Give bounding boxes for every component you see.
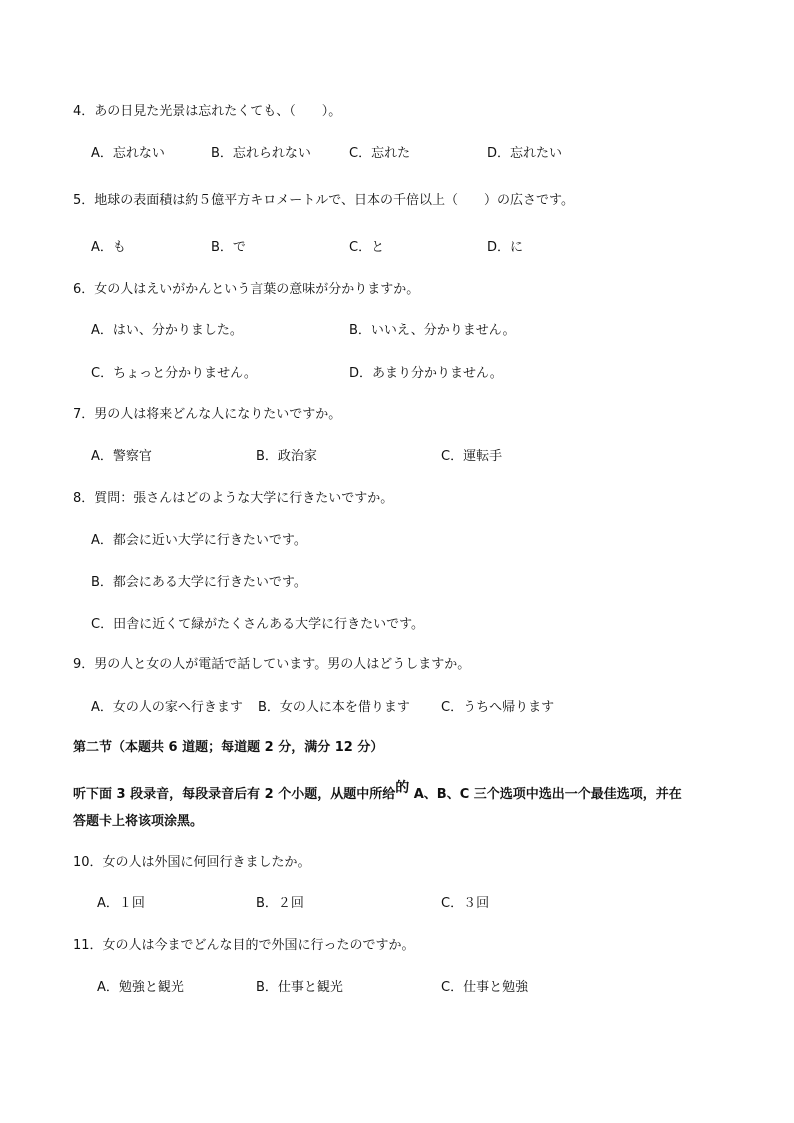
question-5-option-c: C．と	[349, 240, 385, 255]
section-2-instruction-part-b: A、B、C 三个选项中选出一个最佳选项，并在	[409, 787, 682, 802]
question-5-option-b: B．で	[211, 240, 246, 255]
section-2-instruction-line-2: 答题卡上将该项涂黑。	[73, 814, 204, 829]
question-4-option-a: A．忘れない	[91, 146, 165, 161]
question-7-option-c: C．運転手	[441, 449, 503, 464]
question-7-stem: 7．男の人は将来どんな人になりたいですか。	[73, 407, 342, 422]
question-11-option-c: C．仕事と勉強	[441, 980, 529, 995]
question-10-option-b: B．２回	[256, 896, 304, 911]
question-10-option-a: A．１回	[97, 896, 145, 911]
question-8-stem: 8．質問：張さんはどのような大学に行きたいですか。	[73, 491, 394, 506]
question-7-option-b: B．政治家	[256, 449, 317, 464]
question-9-option-b: B．女の人に本を借ります	[258, 700, 410, 715]
question-5-stem: 5．地球の表面積は約５億平方キロメートルで、日本の千倍以上（ ）の広さです。	[73, 193, 574, 208]
question-11-option-a: A．勉強と観光	[97, 980, 184, 995]
question-6-option-b: B．いいえ、分かりません。	[349, 323, 516, 338]
section-2-instruction-part-a: 听下面 3 段录音，每段录音后有 2 个小题，从题中所给	[73, 787, 396, 802]
question-10-stem: 10．女の人は外国に何回行きましたか。	[73, 855, 311, 870]
section-2-instruction-de: 的	[395, 780, 410, 796]
section-2-instruction-line-1	[73, 780, 682, 802]
question-6-stem: 6．女の人はえいがかんという言葉の意味が分かりますか。	[73, 282, 420, 297]
question-6-option-a: A．はい、分かりました。	[91, 323, 243, 338]
question-5-option-a: A．も	[91, 240, 126, 255]
question-8-option-a: A．都会に近い大学に行きたいです。	[91, 533, 307, 548]
question-5-option-d: D．に	[487, 240, 524, 255]
question-8-option-b: B．都会にある大学に行きたいです。	[91, 575, 307, 590]
question-9-option-a: A．女の人の家へ行きます	[91, 700, 243, 715]
question-4-option-c: C．忘れた	[349, 146, 411, 161]
question-9-option-c: C．うちへ帰ります	[441, 700, 555, 715]
question-9-stem: 9．男の人と女の人が電話で話しています。男の人はどうしますか。	[73, 657, 471, 672]
question-11-option-b: B．仕事と観光	[256, 980, 343, 995]
question-6-option-d: D．あまり分かりません。	[349, 366, 503, 381]
question-7-option-a: A．警察官	[91, 449, 152, 464]
question-8-option-c: C．田舎に近くて緑がたくさんある大学に行きたいです。	[91, 617, 425, 632]
question-10-option-c: C．３回	[441, 896, 490, 911]
question-11-stem: 11．女の人は今までどんな目的で外国に行ったのですか。	[73, 938, 415, 953]
question-4-stem: 4．あの日見た光景は忘れたくても、（ ）。	[73, 104, 342, 119]
question-4-option-b: B．忘れられない	[211, 146, 311, 161]
question-4-option-d: D．忘れたい	[487, 146, 563, 161]
question-6-option-c: C．ちょっと分かりません。	[91, 366, 257, 381]
section-2-title: 第二节（本题共 6 道题；每道题 2 分，满分 12 分）	[73, 740, 384, 755]
